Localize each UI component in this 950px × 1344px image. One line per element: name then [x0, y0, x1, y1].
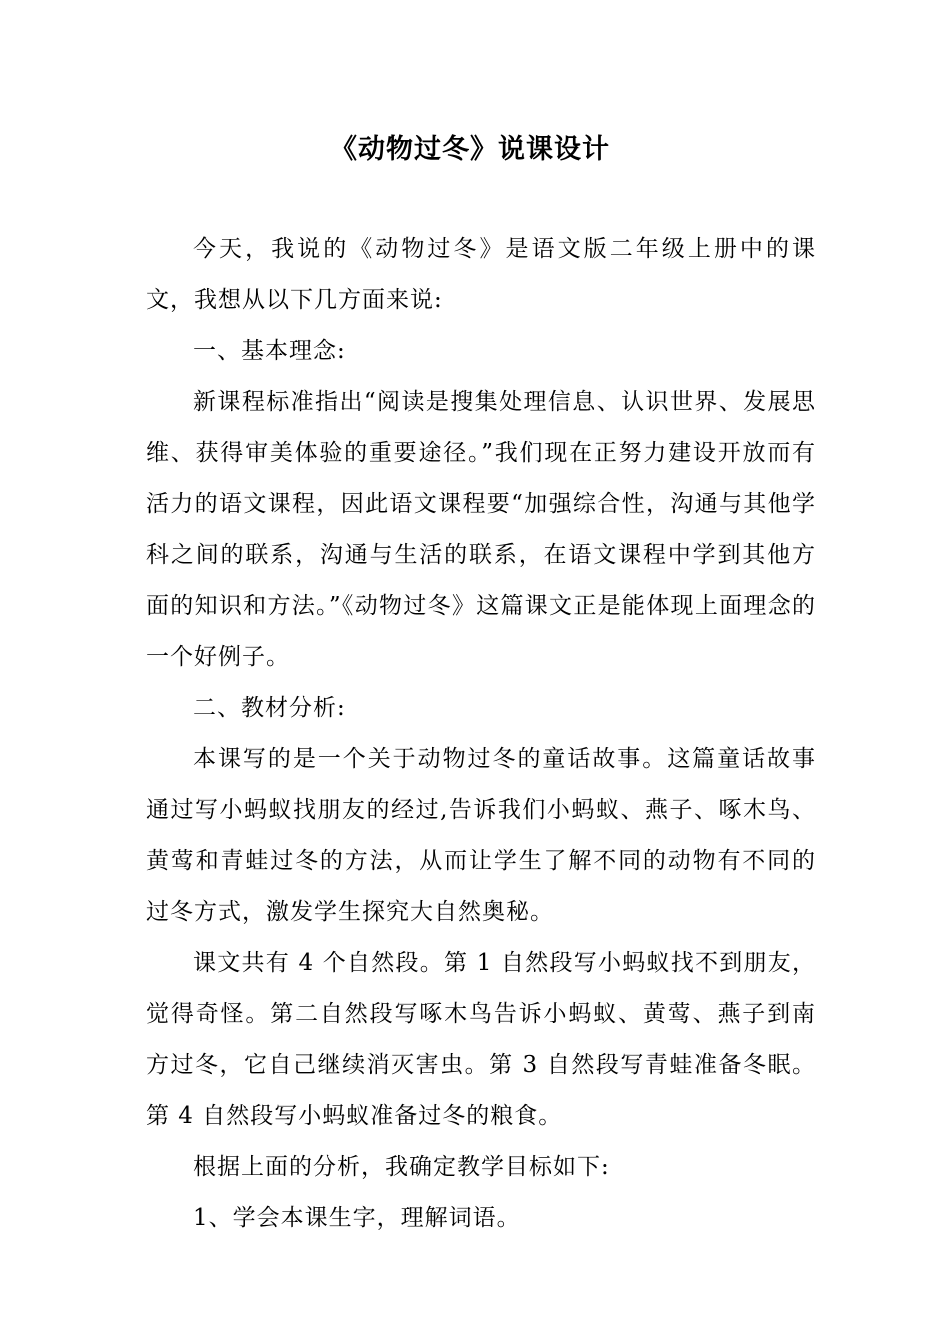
list-item-goal-1: 1、学会本课生字，理解词语。 [193, 1205, 521, 1231]
section-heading-textbook-analysis: 二、教材分析: [193, 695, 346, 721]
document-body [146, 224, 816, 1244]
paragraph-text-structure: 课文共有 4 个自然段。第 1 自然段写小蚂蚁找不到朋友，觉得奇怪。第二自然段写啄木鸟告诉小蚂蚁、黄莺、燕子到南方过冬，它自己继续消灭害虫。第 3 自然段写青蛙准备冬眠。第 4 自然段写小蚂蚁准备过冬的粮食。 [146, 950, 816, 1129]
section-heading-basic-concept: 一、基本理念: [193, 338, 346, 364]
document-title: 《动物过冬》说课设计 [330, 134, 610, 165]
paragraph-basic-concept: 新课程标准指出“阅读是搜集处理信息、认识世界、发展思维、获得审美体验的重要途径。”我们现在正努力建设开放而有活力的语文课程，因此语文课程要“加强综合性，沟通与其他学科之间的联系，沟通与生活的联系，在语文课程中学到其他方面的知识和方法。”《动物过冬》这篇课文正是能体现上面理念的一个好例子。 [146, 389, 816, 670]
paragraph-teaching-goals-intro: 根据上面的分析，我确定教学目标如下: [193, 1154, 610, 1180]
paragraph-intro: 今天，我说的《动物过冬》是语文版二年级上册中的课文，我想从以下几方面来说: [146, 236, 816, 313]
paragraph-textbook-analysis: 本课写的是一个关于动物过冬的童话故事。这篇童话故事通过写小蚂蚁找朋友的经过,告诉我们小蚂蚁、燕子、啄木鸟、黄莺和青蛙过冬的方法，从而让学生了解不同的动物有不同的过冬方式，激发学生探究大自然奥秘。 [146, 746, 816, 925]
